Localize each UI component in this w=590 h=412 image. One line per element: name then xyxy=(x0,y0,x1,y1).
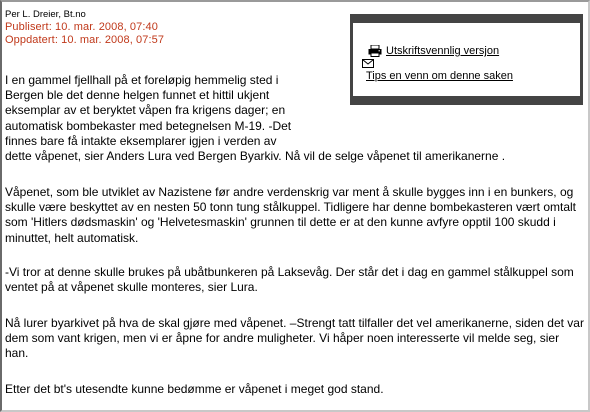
printer-icon xyxy=(368,45,382,57)
article-body xyxy=(5,73,585,396)
published-timestamp: Publisert: 10. mar. 2008, 07:40 xyxy=(5,21,158,33)
byline xyxy=(5,8,164,47)
lead-line: Bergen ble det denne helgen funnet et hittil ukjent xyxy=(5,88,270,103)
tip-a-friend-label: Tips en venn om denne saken xyxy=(366,70,513,82)
author-name: Per L. Dreier, Bt.no xyxy=(5,9,86,20)
updated-timestamp: Oppdatert: 10. mar. 2008, 07:57 xyxy=(5,34,165,46)
article-paragraph: -Vi tror at denne skulle brukes på ubåtbunkeren på Laksevåg. Der står det i dag en gammel stålkuppel som ventet på at våpenet skulle monteres, sier Lura. xyxy=(5,265,574,295)
tools-box-top-bar xyxy=(350,14,583,23)
article-paragraph: Nå lurer byarkivet på hva de skal gjøre med våpenet. –Strengt tatt tilfaller det vel amerikanerne, siden det var dem som vant krigen, men vi er åpne for andre muligheter. Vi håper noen interesserte vil melde seg, sier han. xyxy=(5,316,584,361)
lead-line: finnes bare få intakte eksemplarer igjen i verden av xyxy=(5,133,277,148)
lead-paragraph-last-line: dette våpenet, sier Anders Lura ved Bergen Byarkiv. Nå vil de selge våpenet til amerikanerne . xyxy=(5,149,506,164)
lead-line: automatisk bombekaster med betegnelsen M-19. -Det xyxy=(5,118,292,133)
lead-line: eksemplar av et beryktet våpen fra krigens dager; en xyxy=(5,103,286,118)
print-version-label: Utskriftsvennlig versjon xyxy=(386,45,500,57)
lead-line: I en gammel fjellhall på et foreløpig hemmelig sted i xyxy=(5,73,279,87)
article-paragraph: Etter det bt's utesendte kunne bedømme er våpenet i meget god stand. xyxy=(5,382,384,396)
print-version-link[interactable] xyxy=(368,45,499,57)
envelope-icon xyxy=(362,59,374,68)
lead-paragraph xyxy=(5,73,345,149)
article-paragraph: Våpenet, som ble utviklet av Nazistene før andre verdenskrig var ment å skulle bygges inn i en bunkers, og skulle være beskyttet av en nesten 50 tonn tung stålkuppel. Tidligere har denne bombekasteren vært omtalt som 'Hitlers dødsmaskin' og 'Helvetesmaskin' grunnen til dette er at den kunne avfyre opptil 100 skudd i minuttet, helt automatisk. xyxy=(5,185,576,245)
